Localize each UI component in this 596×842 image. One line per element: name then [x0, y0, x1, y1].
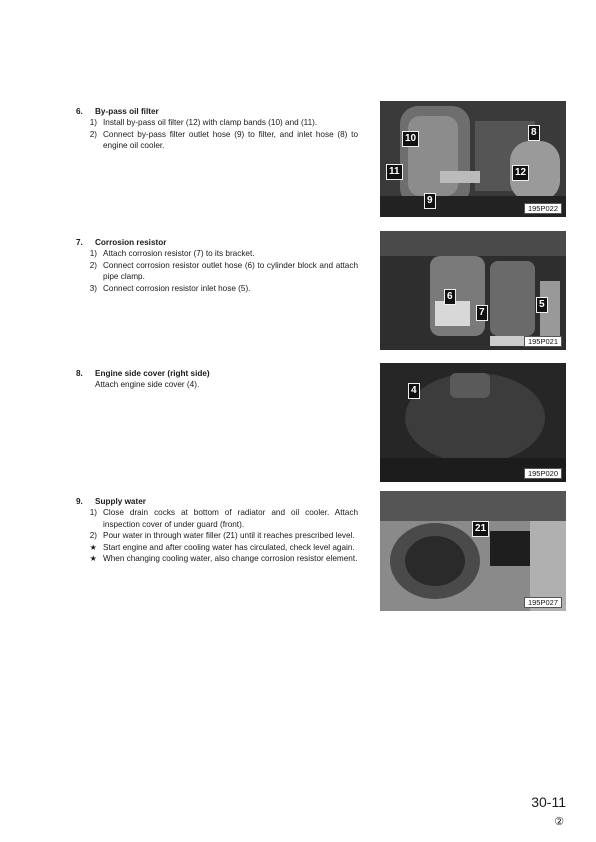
section-title: By-pass oil filter [95, 107, 159, 116]
callout-label: 10 [402, 131, 419, 147]
callout-label: 6 [444, 289, 456, 305]
photo-image [380, 231, 566, 350]
note-item [76, 553, 358, 564]
section-title: Corrosion resistor [95, 238, 167, 247]
section-number: 7. [76, 238, 83, 247]
step-number: 2) [89, 260, 97, 270]
step-text: Connect corrosion resistor outlet hose (6) to cylinder block and attach pipe clamp. [103, 260, 358, 282]
step-number: 1) [89, 249, 97, 259]
photo-supply-water [380, 491, 566, 611]
photo-image [380, 363, 566, 482]
section-heading [76, 496, 358, 507]
section-engine-side-cover [76, 368, 358, 391]
page-number: 30-11 [531, 794, 566, 810]
section-number: 9. [76, 497, 83, 506]
section-heading [76, 106, 358, 117]
photo-image [380, 491, 566, 611]
section-supply-water [76, 496, 358, 564]
step-item [76, 507, 358, 530]
step-number: 1) [89, 118, 97, 128]
step-number: 2) [89, 129, 97, 139]
step-number: 3) [89, 283, 97, 293]
section-corrosion-resistor [76, 237, 358, 294]
revision-mark: ② [554, 815, 564, 828]
step-text: Pour water in through water filler (21) until it reaches prescribed level. [103, 531, 355, 541]
step-item [76, 283, 358, 294]
step-number: 1) [89, 508, 97, 518]
photo-code: 195P022 [524, 203, 562, 214]
callout-label: 9 [424, 193, 436, 209]
step-item [76, 248, 358, 259]
step-number: 2) [89, 531, 97, 541]
note-text: When changing cooling water, also change corrosion resistor element. [103, 554, 358, 564]
photo-corrosion-resistor [380, 231, 566, 350]
section-body: Attach engine side cover (4). [95, 380, 200, 390]
photo-image [380, 101, 566, 217]
photo-code: 195P027 [524, 597, 562, 608]
star-icon: ★ [89, 554, 97, 564]
note-text: Start engine and after cooling water has circulated, check level again. [103, 542, 355, 552]
section-heading [76, 368, 358, 379]
callout-label: 5 [536, 297, 548, 313]
callout-label: 7 [476, 305, 488, 321]
section-title: Supply water [95, 497, 146, 506]
step-text: Attach corrosion resistor (7) to its bracket. [103, 249, 255, 259]
photo-code: 195P020 [524, 468, 562, 479]
step-item [76, 129, 358, 152]
callout-label: 4 [408, 383, 420, 399]
photo-engine-side-cover [380, 363, 566, 482]
callout-label: 12 [512, 165, 529, 181]
section-bypass-oil-filter [76, 106, 358, 152]
section-heading [76, 237, 358, 248]
step-text: Close drain cocks at bottom of radiator and oil cooler. Attach inspection cover of under guard (front). [103, 508, 358, 529]
step-item [76, 260, 358, 283]
callout-label: 11 [386, 164, 403, 180]
section-number: 6. [76, 107, 83, 116]
callout-label: 21 [472, 521, 489, 537]
photo-code: 195P021 [524, 336, 562, 347]
star-icon: ★ [89, 542, 97, 552]
step-text: Connect corrosion resistor inlet hose (5). [103, 283, 251, 293]
step-item [76, 117, 358, 128]
section-title: Engine side cover (right side) [95, 369, 210, 378]
step-text: Install by-pass oil filter (12) with clamp bands (10) and (11). [103, 118, 318, 128]
step-item [76, 530, 358, 541]
callout-label: 8 [528, 125, 540, 141]
step-text: Connect by-pass filter outlet hose (9) to filter, and inlet hose (8) to engine oil cooler. [103, 129, 358, 151]
section-number: 8. [76, 369, 83, 378]
note-item [76, 542, 358, 553]
photo-bypass-oil-filter [380, 101, 566, 217]
